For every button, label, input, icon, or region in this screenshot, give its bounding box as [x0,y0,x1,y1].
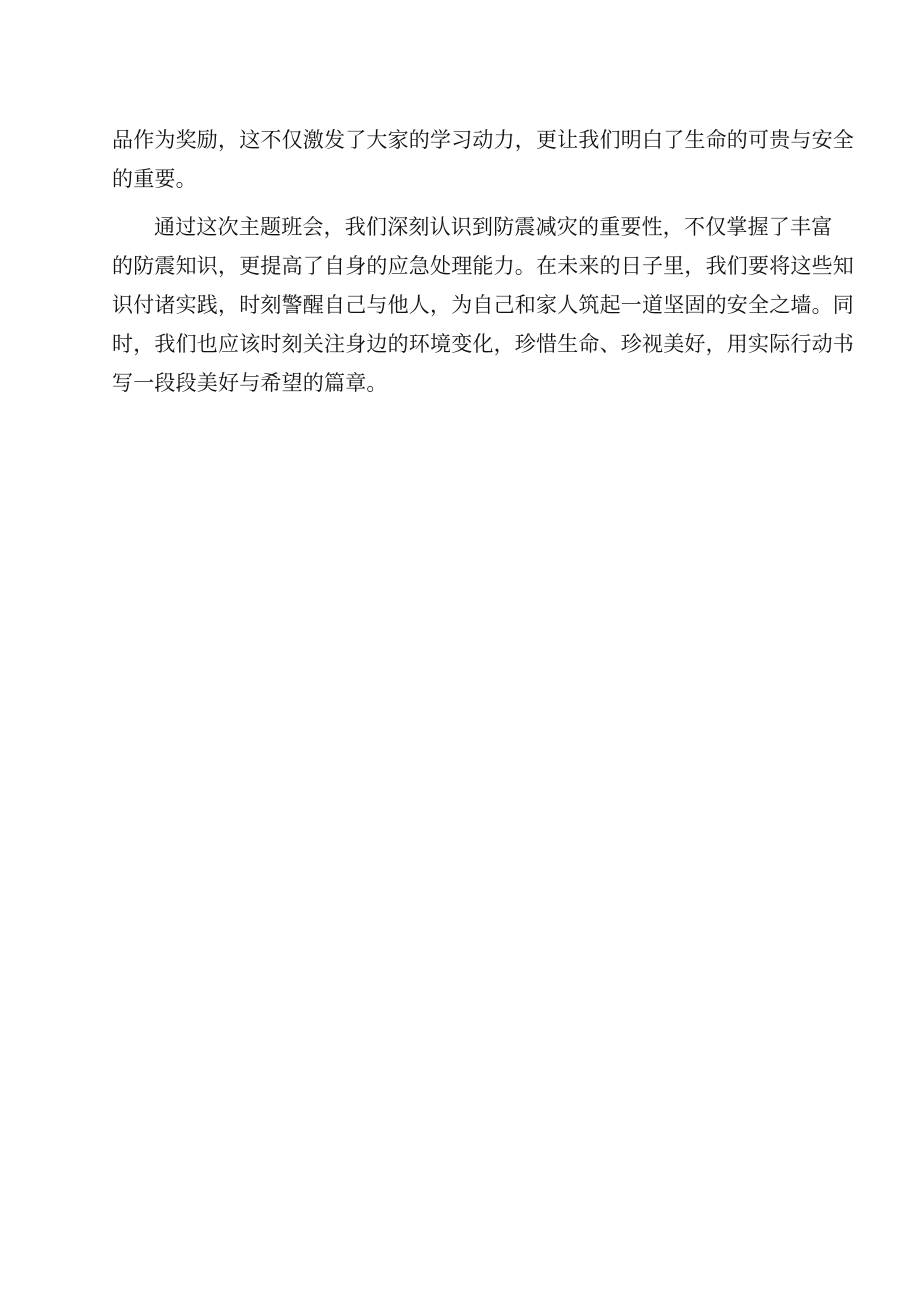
paragraph-1 [112,121,854,199]
paragraph-2-line-1: 通过这次主题班会，我们深刻认识到防震减灾的重要性，不仅掌握了丰富 [154,215,833,239]
paragraph-2-line-5: 写一段段美好与希望的篇章。 [112,371,388,395]
paragraph-2-line-2: 的防震知识，更提高了自身的应急处理能力。在未来的日子里，我们要将这些知 [112,254,854,278]
paragraph-1-line-1: 品作为奖励，这不仅激发了大家的学习动力，更让我们明白了生命的可贵与安全 [112,128,854,152]
paragraph-2-line-4: 时，我们也应该时刻关注身边的环境变化，珍惜生命、珍视美好，用实际行动书 [112,332,854,356]
paragraph-1-line-2: 的重要。 [112,167,197,191]
document-body [112,121,854,403]
paragraph-2-line-3: 识付诸实践，时刻警醒自己与他人，为自己和家人筑起一道坚固的安全之墙。同 [112,293,854,317]
paragraph-2 [112,208,854,403]
